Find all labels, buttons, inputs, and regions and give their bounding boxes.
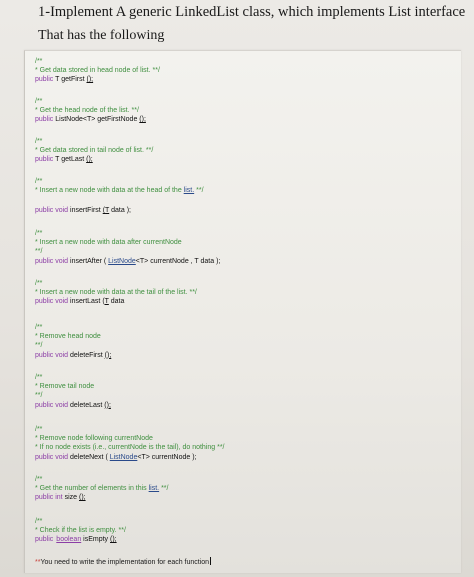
- method-signature: [35, 257, 455, 266]
- note-line: [35, 557, 455, 567]
- method-signature: [35, 535, 455, 544]
- assignment-subheading: That has the following: [38, 28, 165, 43]
- comment-open: /**: [35, 178, 43, 185]
- method-modifiers: public void: [35, 453, 69, 461]
- method-modifiers: public: [35, 156, 54, 164]
- method-modifiers: public: [35, 536, 54, 544]
- method-params: ();: [104, 401, 111, 409]
- param-rest: data );: [109, 207, 131, 215]
- comment-line: * Get data stored in tail node of list. **/: [35, 147, 154, 155]
- param-rest: <T> currentNode , T data );: [135, 257, 221, 265]
- method-modifiers: public void: [35, 298, 69, 306]
- param-type: T: [104, 298, 109, 306]
- comment-open: /**: [35, 476, 43, 483]
- comment-line: * Remove tail node: [35, 383, 95, 391]
- method-name: insertFirst: [68, 207, 103, 215]
- method-name: deleteLast: [68, 401, 105, 409]
- method-signature: [35, 297, 455, 306]
- implementation-note: [35, 557, 455, 567]
- method-getfirstnode-block: [35, 97, 455, 125]
- method-insertafter-block: [35, 229, 455, 266]
- param-open: (: [102, 207, 106, 215]
- method-name: T getFirst: [53, 76, 87, 84]
- method-size-block: [35, 475, 455, 503]
- method-insertfirst-block: [35, 177, 455, 216]
- method-name: insertLast: [68, 298, 103, 306]
- comment-line: * Insert a new node with data at the tail of the list. **/: [35, 289, 197, 297]
- method-modifiers: public: [35, 116, 54, 124]
- text-cursor: [210, 557, 211, 565]
- method-name: T getLast: [53, 156, 87, 164]
- return-type-boolean: boolean: [56, 536, 82, 544]
- param-type: T: [105, 207, 110, 215]
- param-open: (: [105, 453, 110, 461]
- comment-line: [35, 484, 455, 493]
- method-modifiers: public void: [35, 401, 69, 409]
- note-stars: **: [35, 559, 41, 566]
- param-type: ListNode: [109, 453, 138, 461]
- method-params: ();: [110, 536, 117, 544]
- comment-line: * Get data stored in head node of list. **/: [35, 67, 160, 75]
- comment-open: /**: [35, 426, 43, 433]
- method-params: ();: [86, 76, 94, 84]
- comment-text: * Get the number of elements in this: [35, 485, 149, 493]
- method-insertlast-block: [35, 279, 455, 307]
- method-modifiers: public int: [35, 494, 63, 502]
- method-signature: [35, 401, 455, 410]
- method-name: deleteFirst: [68, 351, 105, 359]
- comment-text: * Insert a new node with data at the head of the: [35, 187, 184, 195]
- comment-line: [35, 186, 455, 195]
- method-deletelast-block: [35, 373, 455, 410]
- method-modifiers: public void: [35, 351, 69, 359]
- method-deletefirst-block: [35, 323, 455, 360]
- param-rest: <T> currentNode );: [137, 453, 197, 461]
- comment-link-list: list.: [148, 485, 160, 493]
- code-panel: [24, 50, 461, 573]
- comment-line: * Remove head node: [35, 333, 101, 341]
- comment-link-list: list.: [183, 187, 195, 195]
- method-modifiers: public: [35, 76, 54, 84]
- method-isempty-block: [35, 517, 455, 545]
- method-params: ();: [78, 494, 86, 502]
- method-name: deleteNext: [68, 453, 106, 461]
- comment-close: **/: [159, 485, 169, 493]
- method-signature: [35, 351, 455, 360]
- method-signature: [35, 453, 455, 462]
- comment-line: * If no node exists (i.e., currentNode is the tail), do nothing **/: [35, 444, 225, 452]
- method-name: isEmpty: [81, 536, 111, 544]
- method-signature: [35, 75, 455, 84]
- comment-line: * Insert a new node with data after currentNode: [35, 239, 182, 247]
- comment-open: /**: [35, 374, 43, 381]
- comment-close: **/: [194, 187, 204, 195]
- comment-line: * Check if the list is empty. **/: [35, 527, 126, 535]
- param-type: ListNode: [108, 257, 136, 265]
- assignment-heading: 1-Implement A generic LinkedList class, which implements List interface: [38, 4, 466, 20]
- comment-line: * Get the head node of the list. **/: [35, 107, 139, 115]
- comment-close: **/: [35, 392, 43, 400]
- note-text: You need to write the implementation for each function: [40, 559, 210, 566]
- comment-open: /**: [35, 98, 43, 105]
- method-getlast-block: [35, 137, 455, 165]
- method-deletenext-block: [35, 425, 455, 462]
- method-name: size: [62, 494, 79, 502]
- comment-open: /**: [35, 280, 43, 287]
- comment-close: **/: [35, 248, 43, 256]
- method-params: ();: [104, 351, 112, 359]
- comment-close: **/: [35, 342, 43, 350]
- comment-open: /**: [35, 518, 43, 525]
- method-params: ();: [139, 116, 146, 124]
- param-open: (: [103, 257, 109, 265]
- comment-line: * Remove node following currentNode: [35, 435, 153, 443]
- comment-open: /**: [35, 230, 43, 237]
- param-open: (: [102, 298, 105, 306]
- method-modifiers: public void: [35, 257, 69, 265]
- comment-open: /**: [35, 58, 43, 65]
- method-name: insertAfter: [68, 257, 104, 265]
- method-signature: [35, 206, 455, 215]
- param-rest: data: [108, 298, 125, 306]
- method-signature: [35, 155, 455, 164]
- method-getfirst-block: [35, 57, 455, 85]
- method-modifiers: public void: [35, 207, 69, 215]
- comment-open: /**: [35, 324, 43, 331]
- method-signature: [35, 493, 455, 502]
- method-signature: [35, 115, 455, 124]
- method-params: ();: [86, 156, 93, 164]
- comment-open: /**: [35, 138, 43, 145]
- method-name: ListNode<T> getFirstNode: [53, 116, 140, 124]
